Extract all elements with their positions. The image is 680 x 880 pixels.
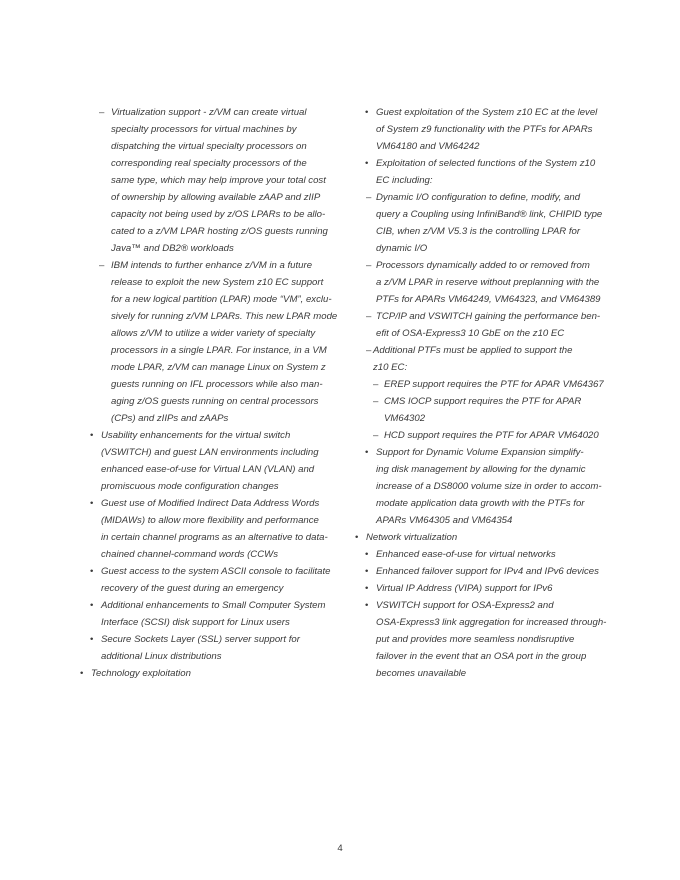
list-item xyxy=(78,665,354,682)
list-item xyxy=(78,495,354,563)
left-column xyxy=(78,104,354,682)
list-item xyxy=(353,257,633,308)
list-item-text: Processors dynamically added to or removed from a z/VM LPAR in reserve without preplanning with the PTFs for APARs VM64249, VM64323, and VM64389 xyxy=(376,260,601,305)
list-item xyxy=(353,308,633,342)
list-item-text: Exploitation of selected functions of the System z10 EC including: xyxy=(376,158,596,186)
list-item-text: Dynamic I/O configuration to define, modify, and query a Coupling using InfiniBand® link, CHIPID type CIB, when z/VM V5.3 is the controlling LPAR for dynamic I/O xyxy=(376,192,603,254)
list-item-text: Secure Sockets Layer (SSL) server support for additional Linux distributions xyxy=(101,634,300,662)
dash-icon: – xyxy=(373,379,379,390)
page-number: 4 xyxy=(337,843,343,854)
list-item xyxy=(353,189,633,257)
bullet-icon: • xyxy=(90,634,94,645)
bullet-icon: • xyxy=(355,532,359,543)
bullet-icon: • xyxy=(90,430,94,441)
bullet-icon: • xyxy=(365,566,369,577)
bullet-icon: • xyxy=(90,600,94,611)
list-item-text: TCP/IP and VSWITCH gaining the performance ben- efit of OSA-Express3 10 GbE on the z10 EC xyxy=(376,311,601,339)
bullet-icon: • xyxy=(365,107,369,118)
dash-icon: – xyxy=(373,430,379,441)
list-item xyxy=(353,342,633,376)
dash-icon: – xyxy=(373,396,379,407)
list-item xyxy=(353,104,633,155)
list-item-text: VSWITCH support for OSA-Express2 and OSA-Express3 link aggregation for increased through- put and provides more seamless nondisruptive failover in the event that an OSA port in the group becomes unavailable xyxy=(376,600,607,679)
dash-icon: – xyxy=(366,311,372,322)
list-item-text: HCD support requires the PTF for APAR VM64020 xyxy=(384,430,599,441)
bullet-icon: • xyxy=(90,566,94,577)
list-item-text: Guest exploitation of the System z10 EC at the level of System z9 functionality with the PTFs for APARs VM64180 and VM64242 xyxy=(376,107,598,152)
list-item-text: Enhanced ease-of-use for virtual networks xyxy=(376,549,556,560)
list-item xyxy=(353,529,633,546)
list-item xyxy=(353,597,633,682)
list-item-text: Guest use of Modified Indirect Data Address Words (MIDAWs) to allow more flexibility and performance in certain channel programs as an alternative to data- chained channel-command words (CCWs xyxy=(101,498,328,560)
bullet-icon: • xyxy=(90,498,94,509)
list-item xyxy=(353,155,633,189)
list-item xyxy=(353,563,633,580)
dash-icon: – xyxy=(99,260,105,271)
list-item-text: Technology exploitation xyxy=(91,668,191,679)
list-item-text: Network virtualization xyxy=(366,532,458,543)
dash-icon: – xyxy=(366,345,372,356)
bullet-icon: • xyxy=(365,549,369,560)
list-item-text: IBM intends to further enhance z/VM in a future release to exploit the new System z10 EC support for a new logical partition (LPAR) mode “VM”, exclu- sively for running z/VM LPARs. This new LPAR mode allows z/VM to utilize a wider variety of specialty processors in a single LPAR. For instance, in a VM mode LPAR, z/VM can manage Linux on System z guests running on IFL processors while also man- aging z/OS guests running on central processors (CPs) and zIIPs and zAAPs xyxy=(111,260,338,424)
list-item xyxy=(78,427,354,495)
dash-icon: – xyxy=(366,260,372,271)
bullet-icon: • xyxy=(365,583,369,594)
dash-icon: – xyxy=(366,192,372,203)
list-item xyxy=(353,376,633,393)
list-item-text: Additional enhancements to Small Computer System Interface (SCSI) disk support for Linux users xyxy=(101,600,326,628)
bullet-icon: • xyxy=(365,447,369,458)
list-item xyxy=(78,257,354,427)
list-item xyxy=(353,444,633,529)
bullet-icon: • xyxy=(365,158,369,169)
list-item-text: EREP support requires the PTF for APAR VM64367 xyxy=(384,379,604,390)
list-item-text: Enhanced failover support for IPv4 and IPv6 devices xyxy=(376,566,599,577)
list-item-text: Virtual IP Address (VIPA) support for IPv6 xyxy=(376,583,553,594)
list-item xyxy=(353,393,633,427)
list-item xyxy=(78,104,354,257)
list-item xyxy=(78,597,354,631)
list-item xyxy=(78,563,354,597)
list-item xyxy=(353,580,633,597)
list-item-text: CMS IOCP support requires the PTF for APAR VM64302 xyxy=(384,396,582,424)
bullet-icon: • xyxy=(80,668,84,679)
list-item xyxy=(353,427,633,444)
list-item-text: Guest access to the system ASCII console to facilitate recovery of the guest during an emergency xyxy=(101,566,331,594)
list-item xyxy=(353,546,633,563)
dash-icon: – xyxy=(99,107,105,118)
list-item xyxy=(78,631,354,665)
list-item-text: Additional PTFs must be applied to support the z10 EC: xyxy=(373,345,573,373)
list-item-text: Support for Dynamic Volume Expansion simplify- ing disk management by allowing for the dynamic increase of a DS8000 volume size in order to accom- modate application data growth with the PTFs for APARs VM64305 and VM64354 xyxy=(376,447,602,526)
bullet-icon: • xyxy=(365,600,369,611)
list-item-text: Usability enhancements for the virtual switch (VSWITCH) and guest LAN environments including enhanced ease-of-use for Virtual LAN (VLAN) and promiscuous mode configuration changes xyxy=(101,430,319,492)
right-column xyxy=(353,104,633,682)
list-item-text: Virtualization support - z/VM can create virtual specialty processors for virtual machines by dispatching the virtual specialty processors on corresponding real specialty processors of the same type, which may help improve your total cost of ownership by allowing available zAAP and zIIP capacity not being used by z/OS LPARs to be allo- cated to a z/VM LPAR hosting z/OS guests running Java™ and DB2® workloads xyxy=(111,107,328,254)
